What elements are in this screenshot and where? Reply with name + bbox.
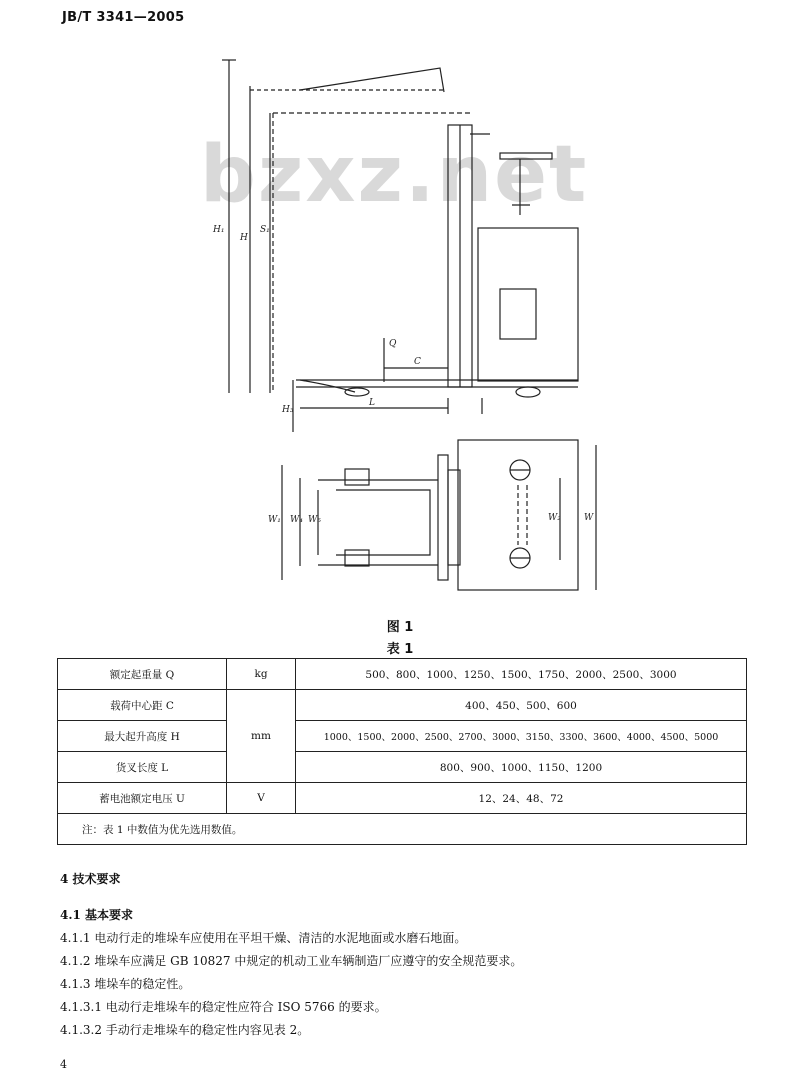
table-caption: 表 1 <box>386 642 414 657</box>
table-cell-values: 500、800、1000、1250、1500、1750、2000、2500、3000 <box>296 659 747 690</box>
table-cell-param: 载荷中心距 C <box>58 690 227 721</box>
page-number: 4 <box>60 1058 67 1071</box>
table-cell-unit: V <box>227 783 296 814</box>
table-row <box>58 814 747 845</box>
dim-label-h3: H₃ <box>282 405 294 415</box>
table-row <box>58 721 747 752</box>
table-row <box>58 752 747 783</box>
table-cell-unit: kg <box>227 659 296 690</box>
clause-text: 4.1.2 堆垛车应满足 GB 10827 中规定的机动工业车辆制造厂应遵守的安全规范要求。 <box>60 954 523 968</box>
table-cell-values: 800、900、1000、1150、1200 <box>296 752 747 783</box>
dim-label-w: W <box>584 513 594 523</box>
table-cell-param: 最大起升高度 H <box>58 721 227 752</box>
dim-label-h: H <box>240 233 248 243</box>
table-cell-values: 1000、1500、2000、2500、2700、3000、3150、3300、3600、4000、4500、5000 <box>296 721 747 752</box>
table-cell-param: 货叉长度 L <box>58 752 227 783</box>
subsection-heading: 4.1 基本要求 <box>60 908 134 922</box>
table-cell-values: 400、450、500、600 <box>296 690 747 721</box>
table-cell-values: 12、24、48、72 <box>296 783 747 814</box>
section-heading: 4 技术要求 <box>60 872 121 886</box>
dim-label-w1: W₁ <box>268 515 281 525</box>
clause-text: 4.1.3 堆垛车的稳定性。 <box>60 977 191 991</box>
clause-text: 4.1.1 电动行走的堆垛车应使用在平坦干燥、清洁的水泥地面或水磨石地面。 <box>60 931 467 945</box>
table-cell-param: 额定起重量 Q <box>58 659 227 690</box>
dim-label-l: L <box>369 398 375 408</box>
parameter-table <box>57 658 747 845</box>
dim-label-s1: S₁ <box>260 225 270 235</box>
table-row <box>58 783 747 814</box>
dim-label-w2: W₂ <box>548 513 561 523</box>
table-cell-unit: mm <box>227 690 296 783</box>
clause-text: 4.1.3.2 手动行走堆垛车的稳定性内容见表 2。 <box>60 1023 310 1037</box>
dim-label-w4: W₄ <box>290 515 303 525</box>
table-row <box>58 659 747 690</box>
dim-label-h1: H₁ <box>213 225 225 235</box>
dim-label-w5: W₅ <box>308 515 321 525</box>
clause-text: 4.1.3.1 电动行走堆垛车的稳定性应符合 ISO 5766 的要求。 <box>60 1000 387 1014</box>
dim-label-c: C <box>414 357 421 367</box>
table-note: 注：表 1 中数值为优先选用数值。 <box>58 814 747 845</box>
document-code: JB/T 3341—2005 <box>62 10 185 25</box>
dim-label-q: Q <box>389 339 397 349</box>
table-cell-param: 蓄电池额定电压 U <box>58 783 227 814</box>
watermark: bzxz.net <box>200 130 589 220</box>
table-row <box>58 690 747 721</box>
figure-caption: 图 1 <box>386 620 414 635</box>
